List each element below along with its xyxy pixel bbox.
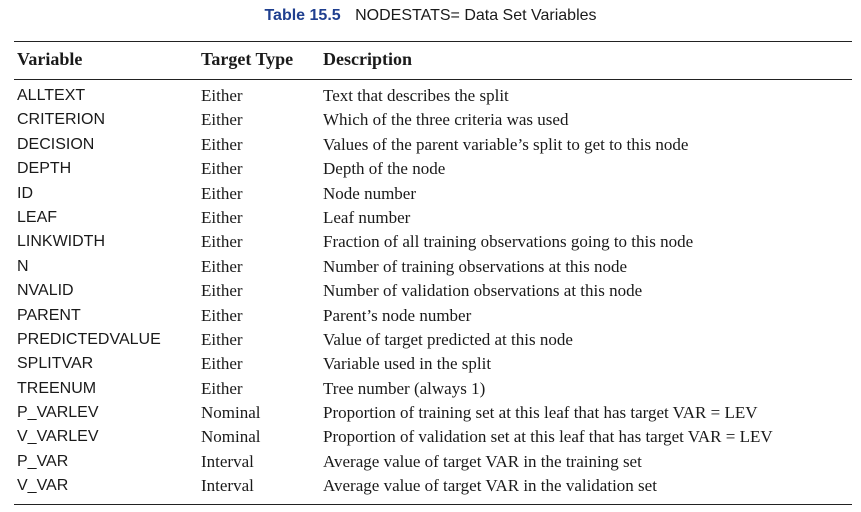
cell-variable: SPLITVAR — [17, 355, 94, 373]
cell-target-type: Either — [201, 281, 243, 301]
cell-target-type: Either — [201, 305, 243, 325]
cell-target-type: Either — [201, 232, 243, 252]
cell-variable: N — [17, 257, 29, 275]
cell-description: Fraction of all training observations going to this node — [323, 232, 694, 252]
cell-target-type: Either — [201, 183, 243, 203]
cell-description: Variable used in the split — [323, 354, 492, 374]
cell-variable: LINKWIDTH — [17, 233, 105, 251]
cell-target-type: Either — [201, 256, 243, 276]
cell-target-type: Either — [201, 329, 243, 349]
cell-target-type: Either — [201, 159, 243, 179]
table-row — [0, 304, 861, 328]
table-caption — [0, 7, 861, 25]
table-row — [0, 401, 861, 425]
header-description: Description — [323, 49, 412, 69]
table-row — [0, 377, 861, 401]
cell-target-type: Either — [201, 378, 243, 398]
cell-description: Number of training observations at this node — [323, 256, 628, 276]
cell-variable: P_VARLEV — [17, 404, 99, 422]
cell-target-type: Interval — [201, 476, 254, 496]
cell-variable: PREDICTEDVALUE — [17, 330, 161, 348]
cell-description: Proportion of training set at this leaf that has target VAR = LEV — [323, 403, 758, 423]
cell-variable: DEPTH — [17, 160, 72, 178]
cell-target-type: Either — [201, 207, 243, 227]
bottom-rule — [14, 504, 852, 505]
cell-variable: V_VARLEV — [17, 428, 99, 446]
cell-variable: NVALID — [17, 282, 74, 300]
table-row — [0, 450, 861, 474]
table-row — [0, 425, 861, 449]
table-row — [0, 279, 861, 303]
table-row — [0, 328, 861, 352]
cell-target-type: Nominal — [201, 427, 261, 447]
cell-target-type: Either — [201, 86, 243, 105]
cell-description: Which of the three criteria was used — [323, 110, 569, 130]
cell-description: Depth of the node — [323, 159, 446, 179]
table-header — [0, 47, 861, 73]
cell-variable: ID — [17, 184, 33, 202]
header-variable: Variable — [17, 49, 83, 69]
cell-description: Values of the parent variable’s split to get to this node — [323, 134, 689, 154]
cell-description: Average value of target VAR in the training set — [323, 451, 642, 471]
cell-variable: PARENT — [17, 306, 81, 324]
table-title: NODESTATS= Data Set Variables — [355, 7, 597, 24]
table-row — [0, 230, 861, 254]
table-row — [0, 84, 861, 108]
table-row — [0, 206, 861, 230]
table-row — [0, 157, 861, 181]
cell-description: Parent’s node number — [323, 305, 472, 325]
table-row — [0, 108, 861, 132]
table-row — [0, 133, 861, 157]
cell-target-type: Either — [201, 110, 243, 130]
table-row — [0, 352, 861, 376]
cell-variable: CRITERION — [17, 111, 105, 129]
table-row — [0, 182, 861, 206]
cell-target-type: Interval — [201, 451, 254, 471]
cell-variable: DECISION — [17, 135, 95, 153]
cell-variable: V_VAR — [17, 477, 69, 495]
cell-target-type: Nominal — [201, 403, 261, 423]
cell-variable: LEAF — [17, 208, 58, 226]
top-rule — [14, 41, 852, 42]
table-number: Table 15.5 — [264, 7, 341, 24]
cell-description: Text that describes the split — [323, 86, 509, 105]
header-rule — [14, 79, 852, 80]
cell-description: Average value of target VAR in the validation set — [323, 476, 657, 496]
cell-variable: ALLTEXT — [17, 87, 86, 104]
cell-description: Proportion of validation set at this leaf that has target VAR = LEV — [323, 427, 773, 447]
cell-variable: P_VAR — [17, 452, 69, 470]
cell-description: Tree number (always 1) — [323, 378, 486, 398]
cell-description: Number of validation observations at this node — [323, 281, 643, 301]
cell-description: Leaf number — [323, 207, 411, 227]
cell-target-type: Either — [201, 134, 243, 154]
cell-description: Value of target predicted at this node — [323, 329, 573, 349]
header-target-type: Target Type — [201, 49, 294, 69]
cell-target-type: Either — [201, 354, 243, 374]
cell-variable: TREENUM — [17, 379, 97, 397]
table-row — [0, 255, 861, 279]
table-body — [0, 84, 861, 499]
cell-description: Node number — [323, 183, 417, 203]
table-row — [0, 474, 861, 498]
